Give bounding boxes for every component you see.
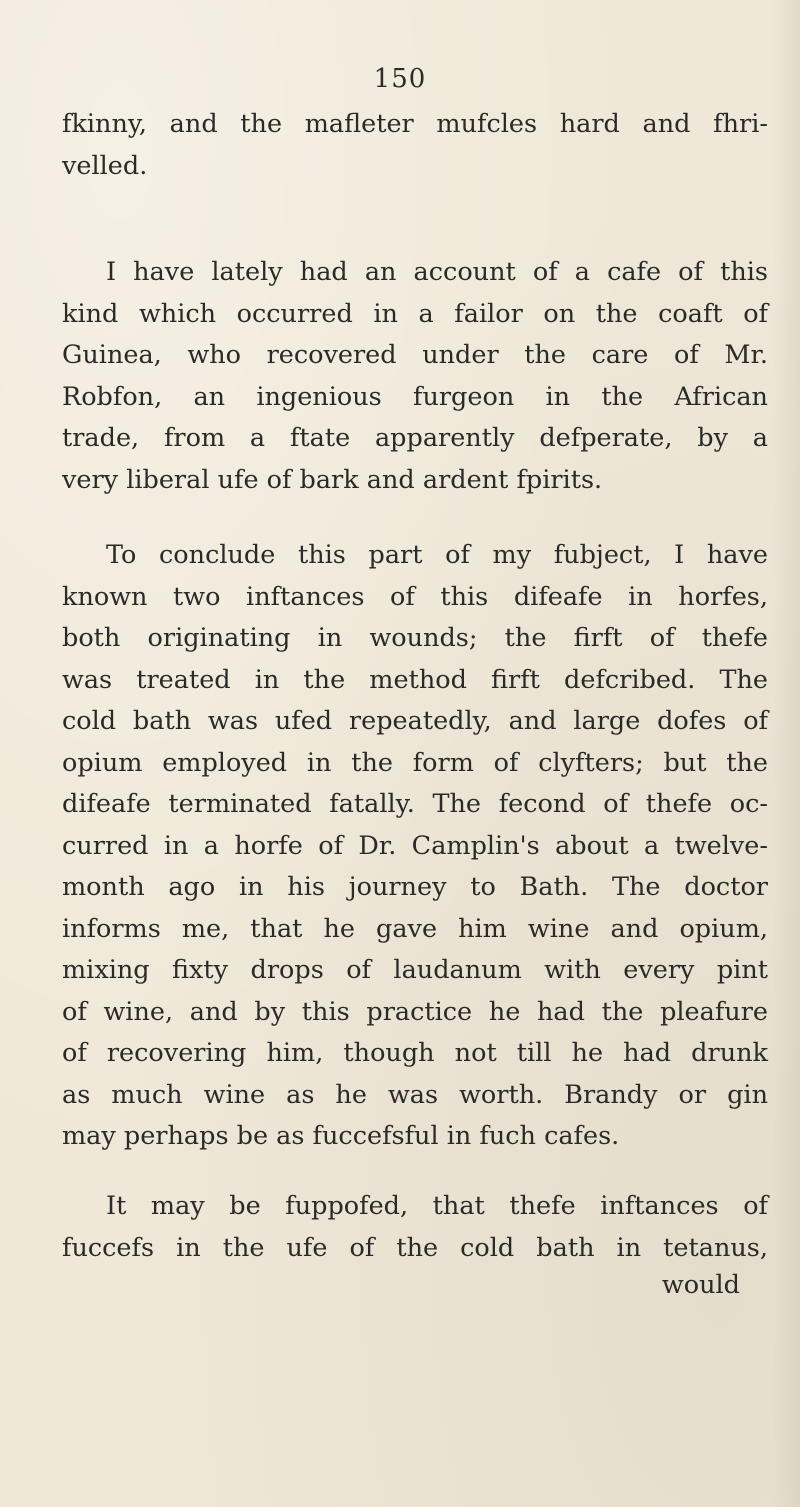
- text-line: It may be fuppofed, that thefe inftances of: [106, 1191, 768, 1221]
- page-edge-shadow: [772, 0, 800, 1507]
- text-line: I have lately had an account of a cafe of this: [106, 257, 768, 287]
- text-line: of wine, and by this practice he had the pleafure: [62, 996, 768, 1027]
- paragraph-4: [62, 1186, 768, 1269]
- text-line: kind which occurred in a failor on the coaft of: [62, 298, 768, 329]
- text-line: as much wine as he was worth. Brandy or gin: [62, 1079, 768, 1110]
- text-line: informs me, that he gave him wine and opium,: [62, 913, 768, 944]
- paragraph-2: [62, 252, 768, 501]
- text-line: mixing fixty drops of laudanum with every pint: [62, 955, 768, 985]
- text-line: Guinea, who recovered under the care of Mr.: [62, 340, 768, 370]
- text-line: cold bath was ufed repeatedly, and large dofes of: [62, 706, 768, 736]
- text-line: was treated in the method firft defcribed. The: [62, 664, 768, 695]
- paragraph-1: [62, 104, 768, 187]
- text-line: may perhaps be as fuccefsful in fuch cafes.: [62, 1121, 620, 1151]
- text-line: fuccefs in the ufe of the cold bath in tetanus,: [62, 1232, 768, 1263]
- page-number: 150: [373, 64, 427, 94]
- text-line: very liberal ufe of bark and ardent fpirits.: [62, 464, 603, 495]
- text-line: Robfon, an ingenious furgeon in the African: [62, 381, 768, 412]
- catchword: would: [661, 1270, 740, 1300]
- text-line: of recovering him, though not till he had drunk: [62, 1038, 768, 1068]
- text-line: known two inftances of this difeafe in horfes,: [62, 581, 768, 612]
- text-line: fkinny, and the mafleter mufcles hard and fhri-: [62, 109, 768, 139]
- text-line: month ago in his journey to Bath. The doctor: [62, 872, 768, 902]
- text-line: trade, from a ftate apparently defperate, by a: [62, 423, 768, 453]
- text-line: opium employed in the form of clyfters; but the: [62, 747, 768, 778]
- text-line: both originating in wounds; the firft of thefe: [62, 623, 768, 653]
- text-line: velled.: [62, 150, 148, 181]
- text-line: difeafe terminated fatally. The fecond of thefe oc-: [62, 789, 768, 819]
- text-line: curred in a horfe of Dr. Camplin's about a twelve-: [62, 830, 768, 861]
- paragraph-3: [62, 535, 768, 1158]
- text-line: To conclude this part of my fubject, I have: [106, 540, 768, 570]
